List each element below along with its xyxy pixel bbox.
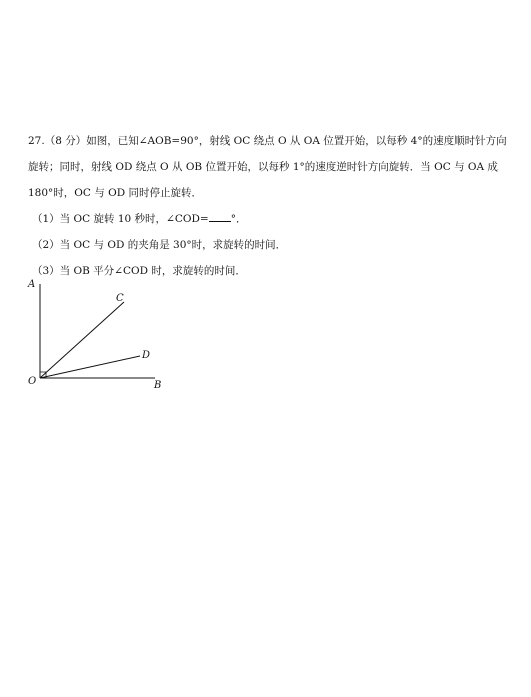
question-1 — [28, 206, 518, 232]
label-A: A — [28, 279, 36, 290]
question-1-text: （1）当 OC 旋转 10 秒时，∠COD= — [32, 213, 209, 225]
question-2: （2）当 OC 与 OD 的夹角是 30°时，求旋转的时间． — [32, 239, 287, 251]
problem-intro-line-3: 180°时，OC 与 OD 同时停止旋转． — [28, 187, 202, 199]
ray-OD — [40, 356, 140, 378]
label-O: O — [28, 376, 37, 387]
question-3: （3）当 OB 平分∠COD 时，求旋转的时间． — [32, 265, 246, 277]
problem-intro-line-2: 旋转；同时，射线 OD 绕点 O 从 OB 位置开始，以每秒 1°的速度逆时针方向旋转．当 OC 与 OA 成 — [28, 161, 498, 173]
label-D: D — [142, 350, 151, 361]
label-B: B — [154, 380, 162, 391]
question-1-suffix: °． — [230, 213, 247, 225]
answer-blank — [209, 211, 231, 222]
problem-27 — [28, 128, 518, 284]
problem-intro-line-1: 27.（8 分）如图，已知∠AOB=90°，射线 OC 绕点 O 从 OA 位置开始，以每秒 4°的速度顺时针方向 — [28, 135, 507, 147]
label-C: C — [116, 293, 124, 304]
angle-figure — [20, 278, 180, 398]
ray-OC — [40, 302, 124, 378]
